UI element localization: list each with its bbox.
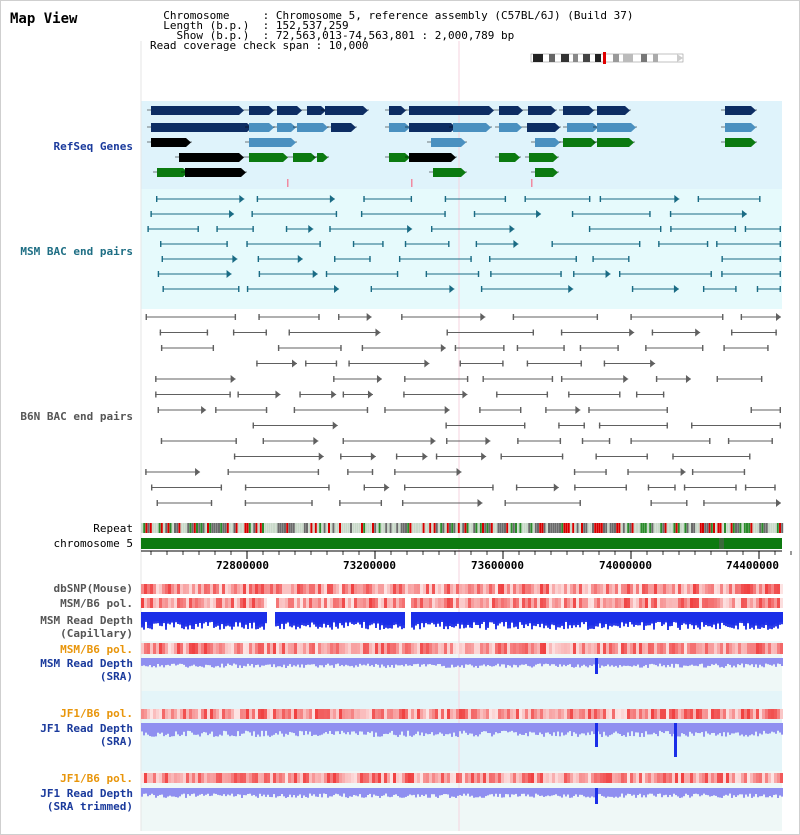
bac-end-pair[interactable] xyxy=(234,453,324,461)
refseq-gene[interactable] xyxy=(151,138,186,147)
refseq-gene[interactable] xyxy=(563,138,591,147)
b6n-bac-end-pairs-track[interactable] xyxy=(145,313,781,507)
bac-end-pair[interactable] xyxy=(263,437,319,445)
bac-end-pair[interactable] xyxy=(574,469,607,475)
refseq-gene[interactable] xyxy=(535,138,555,147)
bac-end-pair[interactable] xyxy=(446,437,490,445)
track-label-jf1-pol-2: JF1/B6 pol. xyxy=(60,772,133,785)
track-label-jf1-trimmed-sub: (SRA trimmed) xyxy=(46,800,133,813)
bac-end-pair[interactable] xyxy=(496,392,548,398)
bac-end-pair[interactable] xyxy=(751,407,781,413)
bac-end-pair[interactable] xyxy=(294,407,368,413)
bac-end-pair[interactable] xyxy=(672,454,750,460)
bac-end-pair[interactable] xyxy=(348,360,429,368)
bac-end-pair[interactable] xyxy=(482,376,553,382)
bac-end-pair[interactable] xyxy=(580,345,619,351)
bac-end-pair[interactable] xyxy=(561,375,628,383)
bac-end-pair[interactable] xyxy=(394,468,461,476)
bac-end-pair[interactable] xyxy=(741,313,781,321)
bac-end-pair[interactable] xyxy=(500,454,563,460)
track-label-repeat: Repeat xyxy=(93,522,133,535)
bac-end-pair[interactable] xyxy=(479,407,521,413)
bac-end-pair[interactable] xyxy=(145,468,200,476)
bac-end-pair[interactable] xyxy=(347,469,373,475)
bac-end-pair[interactable] xyxy=(604,360,655,368)
axis-tick-label: 73200000 xyxy=(343,559,396,572)
bac-end-pair[interactable] xyxy=(728,438,773,444)
refseq-gene[interactable] xyxy=(453,123,486,132)
repeat-track[interactable] xyxy=(141,523,783,533)
info-length: Length (b.p.) : 152,537,259 xyxy=(150,19,349,32)
bac-end-pair[interactable] xyxy=(299,391,336,399)
bac-end-pair[interactable] xyxy=(401,313,485,321)
bac-end-pair[interactable] xyxy=(630,438,710,444)
bac-end-pair[interactable] xyxy=(339,500,382,506)
bac-end-pair[interactable] xyxy=(691,423,781,429)
refseq-gene[interactable] xyxy=(499,106,518,115)
bac-end-pair[interactable] xyxy=(656,375,691,383)
bac-end-pair[interactable] xyxy=(253,422,338,430)
bac-end-pair[interactable] xyxy=(258,314,319,320)
msm-bac-track-bg xyxy=(141,189,782,309)
info-chromosome: Chromosome : Chromosome 5, reference assembly (C57BL/6J) (Build 37) xyxy=(150,9,634,22)
refseq-gene[interactable] xyxy=(331,123,351,132)
bac-end-pair[interactable] xyxy=(568,392,620,398)
bac-end-pair[interactable] xyxy=(627,468,685,476)
bac-end-pair[interactable] xyxy=(402,499,483,507)
refseq-gene[interactable] xyxy=(249,138,291,147)
bac-end-pair[interactable] xyxy=(527,361,582,367)
bac-end-pair[interactable] xyxy=(513,314,598,320)
bac-end-pair[interactable] xyxy=(504,500,580,506)
refseq-gene[interactable] xyxy=(249,123,269,132)
refseq-gene[interactable] xyxy=(277,106,297,115)
info-show: Show (b.p.) : 72,563,013-74,563,801 : 2,000,789 bp xyxy=(150,29,515,42)
bac-end-pair[interactable] xyxy=(158,406,207,414)
bac-end-pair[interactable] xyxy=(455,345,505,351)
refseq-gene[interactable] xyxy=(409,106,489,115)
bac-end-pair[interactable] xyxy=(460,361,504,367)
bac-end-pair[interactable] xyxy=(215,407,267,413)
bac-end-pair[interactable] xyxy=(516,484,559,492)
track-label-msm-depth-capillary: MSM Read Depth xyxy=(40,614,133,627)
bac-end-pair[interactable] xyxy=(155,392,231,398)
refseq-gene[interactable] xyxy=(409,153,451,162)
refseq-gene[interactable] xyxy=(151,106,239,115)
track-label-b6n-bac: B6N BAC end pairs xyxy=(20,410,133,423)
refseq-gene[interactable] xyxy=(157,168,183,177)
bac-end-pair[interactable] xyxy=(338,313,372,321)
refseq-gene[interactable] xyxy=(433,168,461,177)
bac-end-pair[interactable] xyxy=(333,375,382,383)
bac-end-pair[interactable] xyxy=(692,469,745,475)
bac-end-pair[interactable] xyxy=(645,345,703,351)
position-axis xyxy=(141,551,791,559)
bac-end-pair[interactable] xyxy=(731,330,777,336)
track-label-jf1-depth-sub: (SRA) xyxy=(99,735,133,748)
bac-end-pair[interactable] xyxy=(396,453,427,461)
refseq-gene[interactable] xyxy=(389,123,405,132)
track-label-refseq: RefSeq Genes xyxy=(53,140,133,153)
refseq-gene[interactable] xyxy=(325,106,363,115)
refseq-gene[interactable] xyxy=(185,168,241,177)
axis-tick-label: 74400000 xyxy=(726,559,779,572)
bac-end-pair[interactable] xyxy=(278,345,342,351)
refseq-gene[interactable] xyxy=(535,168,553,177)
refseq-gene[interactable] xyxy=(529,153,553,162)
bac-end-pair[interactable] xyxy=(445,423,525,429)
bac-end-pair[interactable] xyxy=(582,438,610,444)
track-label-chromosome: chromosome 5 xyxy=(53,537,133,550)
axis-tick-label: 72800000 xyxy=(216,559,269,572)
refseq-gene[interactable] xyxy=(317,153,323,162)
refseq-gene[interactable] xyxy=(179,153,239,162)
bac-end-pair[interactable] xyxy=(256,360,297,368)
refseq-gene[interactable] xyxy=(527,123,555,132)
track-label-dbsnp: dbSNP(Mouse) xyxy=(53,582,133,595)
bac-end-pair[interactable] xyxy=(155,375,235,383)
track-label-msm-depth-sra-sub: (SRA) xyxy=(99,670,133,683)
bac-end-pair[interactable] xyxy=(384,406,449,414)
refseq-gene[interactable] xyxy=(567,123,593,132)
bac-end-pair[interactable] xyxy=(558,423,585,429)
bac-end-pair[interactable] xyxy=(305,361,337,367)
bac-end-pair[interactable] xyxy=(161,438,237,444)
bac-end-pair[interactable] xyxy=(157,500,213,506)
bac-end-pair[interactable] xyxy=(723,345,768,351)
track-label-msm-bac: MSM BAC end pairs xyxy=(20,245,133,258)
bac-end-pair[interactable] xyxy=(599,423,668,429)
refseq-gene[interactable] xyxy=(249,153,283,162)
refseq-gene[interactable] xyxy=(389,153,405,162)
bac-end-pair[interactable] xyxy=(648,485,676,491)
bac-end-pair[interactable] xyxy=(289,329,381,337)
bac-end-pair[interactable] xyxy=(517,438,561,444)
axis-tick-label: 73600000 xyxy=(471,559,524,572)
bac-end-pair[interactable] xyxy=(146,314,236,320)
refseq-gene[interactable] xyxy=(528,106,551,115)
bac-end-pair[interactable] xyxy=(403,391,467,399)
bac-end-pair[interactable] xyxy=(652,329,700,337)
chromosome-bar[interactable] xyxy=(141,538,782,549)
refseq-gene[interactable] xyxy=(307,106,321,115)
track-label-jf1-depth: JF1 Read Depth xyxy=(40,722,133,735)
track-label-msm-depth-sra: MSM Read Depth xyxy=(40,657,133,670)
refseq-gene[interactable] xyxy=(563,106,589,115)
refseq-gene[interactable] xyxy=(499,153,515,162)
bac-end-pair[interactable] xyxy=(684,485,737,491)
bac-end-pair[interactable] xyxy=(404,485,494,491)
refseq-gene[interactable] xyxy=(597,123,631,132)
bac-end-pair[interactable] xyxy=(228,469,320,475)
refseq-gene[interactable] xyxy=(725,123,751,132)
refseq-gene[interactable] xyxy=(249,106,269,115)
bac-end-pair[interactable] xyxy=(650,500,687,506)
bac-end-pair[interactable] xyxy=(245,500,313,506)
info-coverage-span: Read coverage check span : 10,000 xyxy=(150,39,369,52)
bac-end-pair[interactable] xyxy=(436,453,486,461)
bac-end-pair[interactable] xyxy=(362,344,446,352)
bac-end-pair[interactable] xyxy=(161,345,214,351)
track-label-msm-pol: MSM/B6 pol. xyxy=(60,597,133,610)
refseq-gene[interactable] xyxy=(597,106,625,115)
bac-end-pair[interactable] xyxy=(340,453,376,461)
bac-end-pair[interactable] xyxy=(545,406,580,414)
bac-end-pair[interactable] xyxy=(233,330,267,336)
refseq-gene[interactable] xyxy=(409,123,451,132)
bac-end-pair[interactable] xyxy=(151,485,222,491)
bac-end-pair[interactable] xyxy=(636,392,664,398)
chromosome-ideogram[interactable] xyxy=(531,52,683,64)
refseq-gene[interactable] xyxy=(293,153,311,162)
bac-end-pair[interactable] xyxy=(745,485,776,491)
bac-end-pair[interactable] xyxy=(364,484,390,492)
bac-end-pair[interactable] xyxy=(160,330,208,336)
bac-end-pair[interactable] xyxy=(237,391,280,399)
bac-end-pair[interactable] xyxy=(703,499,781,507)
bac-end-pair[interactable] xyxy=(343,391,373,399)
page-title: Map View xyxy=(10,11,78,27)
axis-tick-label: 74000000 xyxy=(599,559,652,572)
track-label-jf1-trimmed: JF1 Read Depth xyxy=(40,787,133,800)
bac-end-pair[interactable] xyxy=(574,485,627,491)
bac-end-pair[interactable] xyxy=(717,376,763,382)
track-label-jf1-pol: JF1/B6 pol. xyxy=(60,707,133,720)
bac-end-pair[interactable] xyxy=(595,454,647,460)
refseq-gene[interactable] xyxy=(725,106,751,115)
refseq-gene[interactable] xyxy=(297,123,323,132)
refseq-gene[interactable] xyxy=(431,138,461,147)
refseq-gene[interactable] xyxy=(389,106,401,115)
refseq-gene[interactable] xyxy=(499,123,517,132)
bac-end-pair[interactable] xyxy=(245,485,330,491)
bac-end-pair[interactable] xyxy=(630,314,723,320)
refseq-gene[interactable] xyxy=(725,138,751,147)
bac-end-pair[interactable] xyxy=(447,330,534,336)
bac-end-pair[interactable] xyxy=(343,437,436,445)
bac-end-pair[interactable] xyxy=(588,407,668,413)
refseq-gene[interactable] xyxy=(277,123,291,132)
track-label-msm-depth-capillary-sub: (Capillary) xyxy=(60,627,133,640)
bac-end-pair[interactable] xyxy=(517,345,565,351)
refseq-gene[interactable] xyxy=(151,123,247,132)
refseq-gene[interactable] xyxy=(597,138,629,147)
bac-end-pair[interactable] xyxy=(561,329,634,337)
track-label-msm-pol-2: MSM/B6 pol. xyxy=(60,643,133,656)
